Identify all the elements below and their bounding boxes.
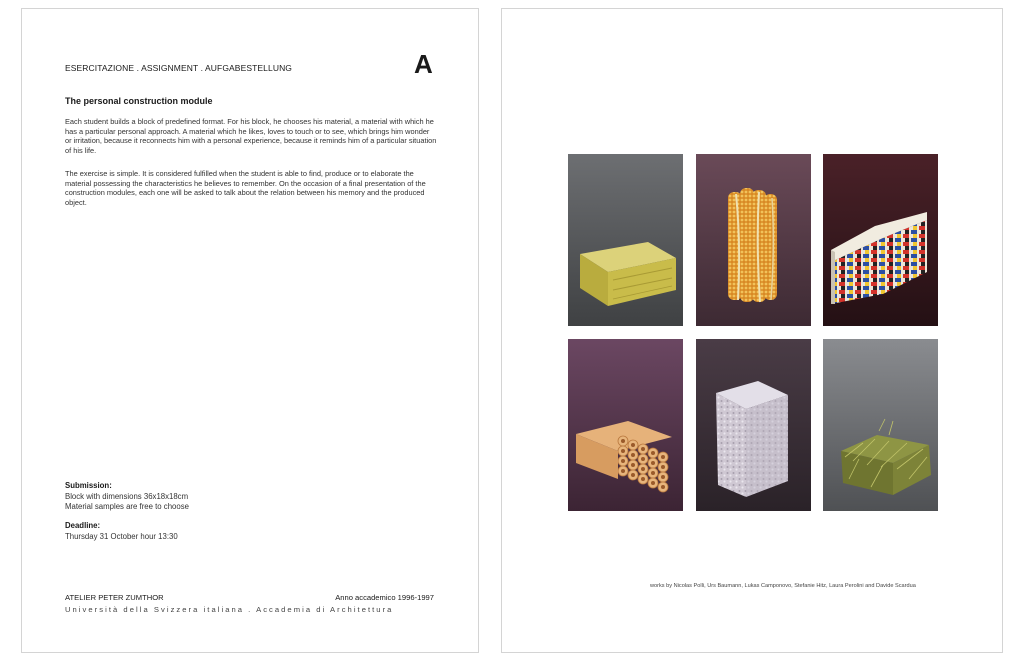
submission-materials: Material samples are free to choose bbox=[65, 502, 189, 511]
photo-credits: works by Nicolas Polli, Urs Baumann, Lukas Camponovo, Stefanie Hitz, Laura Perolini and Davide Scardua bbox=[650, 583, 916, 589]
lego-block-photo bbox=[823, 154, 938, 326]
photo-page bbox=[501, 8, 1003, 653]
deadline-label: Deadline: bbox=[65, 521, 101, 530]
soap-block-photo bbox=[568, 154, 683, 326]
assignment-letter: A bbox=[414, 49, 433, 79]
submission-dimensions: Block with dimensions 36x18x18cm bbox=[65, 492, 189, 501]
academic-year: Anno accademico 1996-1997 bbox=[335, 593, 434, 602]
assignment-title: The personal construction module bbox=[65, 96, 213, 106]
deadline-date: Thursday 31 October hour 13:30 bbox=[65, 532, 178, 541]
university-name: Università della Svizzera italiana . Accademia di Architettura bbox=[65, 605, 394, 614]
atelier-name: ATELIER PETER ZUMTHOR bbox=[65, 593, 164, 602]
assignment-paragraph-2: The exercise is simple. It is considered fulfilled when the student is able to find, produce or to elaborate the material possessing the characteristics he believes to remember. On the occasion of a final presentation of the construction modules, each one will be asked to talk about the relation between his memory and the produced object. bbox=[65, 169, 426, 207]
assignment-page bbox=[21, 8, 479, 653]
tubes-block-photo bbox=[568, 339, 683, 511]
assignment-header: ESERCITAZIONE . ASSIGNMENT . AUFGABESTELLUNG bbox=[65, 63, 293, 73]
submission-label: Submission: bbox=[65, 481, 112, 490]
assignment-paragraph-1: Each student builds a block of predefined format. For his block, he chooses his material, a material with which he has a particular personal approach. A material which he likes, loves to touch or to see, which brings him wonder or irritation, because it reconnects him with a personal experience, because it reminds him of a particular situation of his life. bbox=[65, 117, 437, 155]
paper-block-photo bbox=[696, 339, 811, 511]
hay-block-photo bbox=[823, 339, 938, 511]
corn-block-photo bbox=[696, 154, 811, 326]
